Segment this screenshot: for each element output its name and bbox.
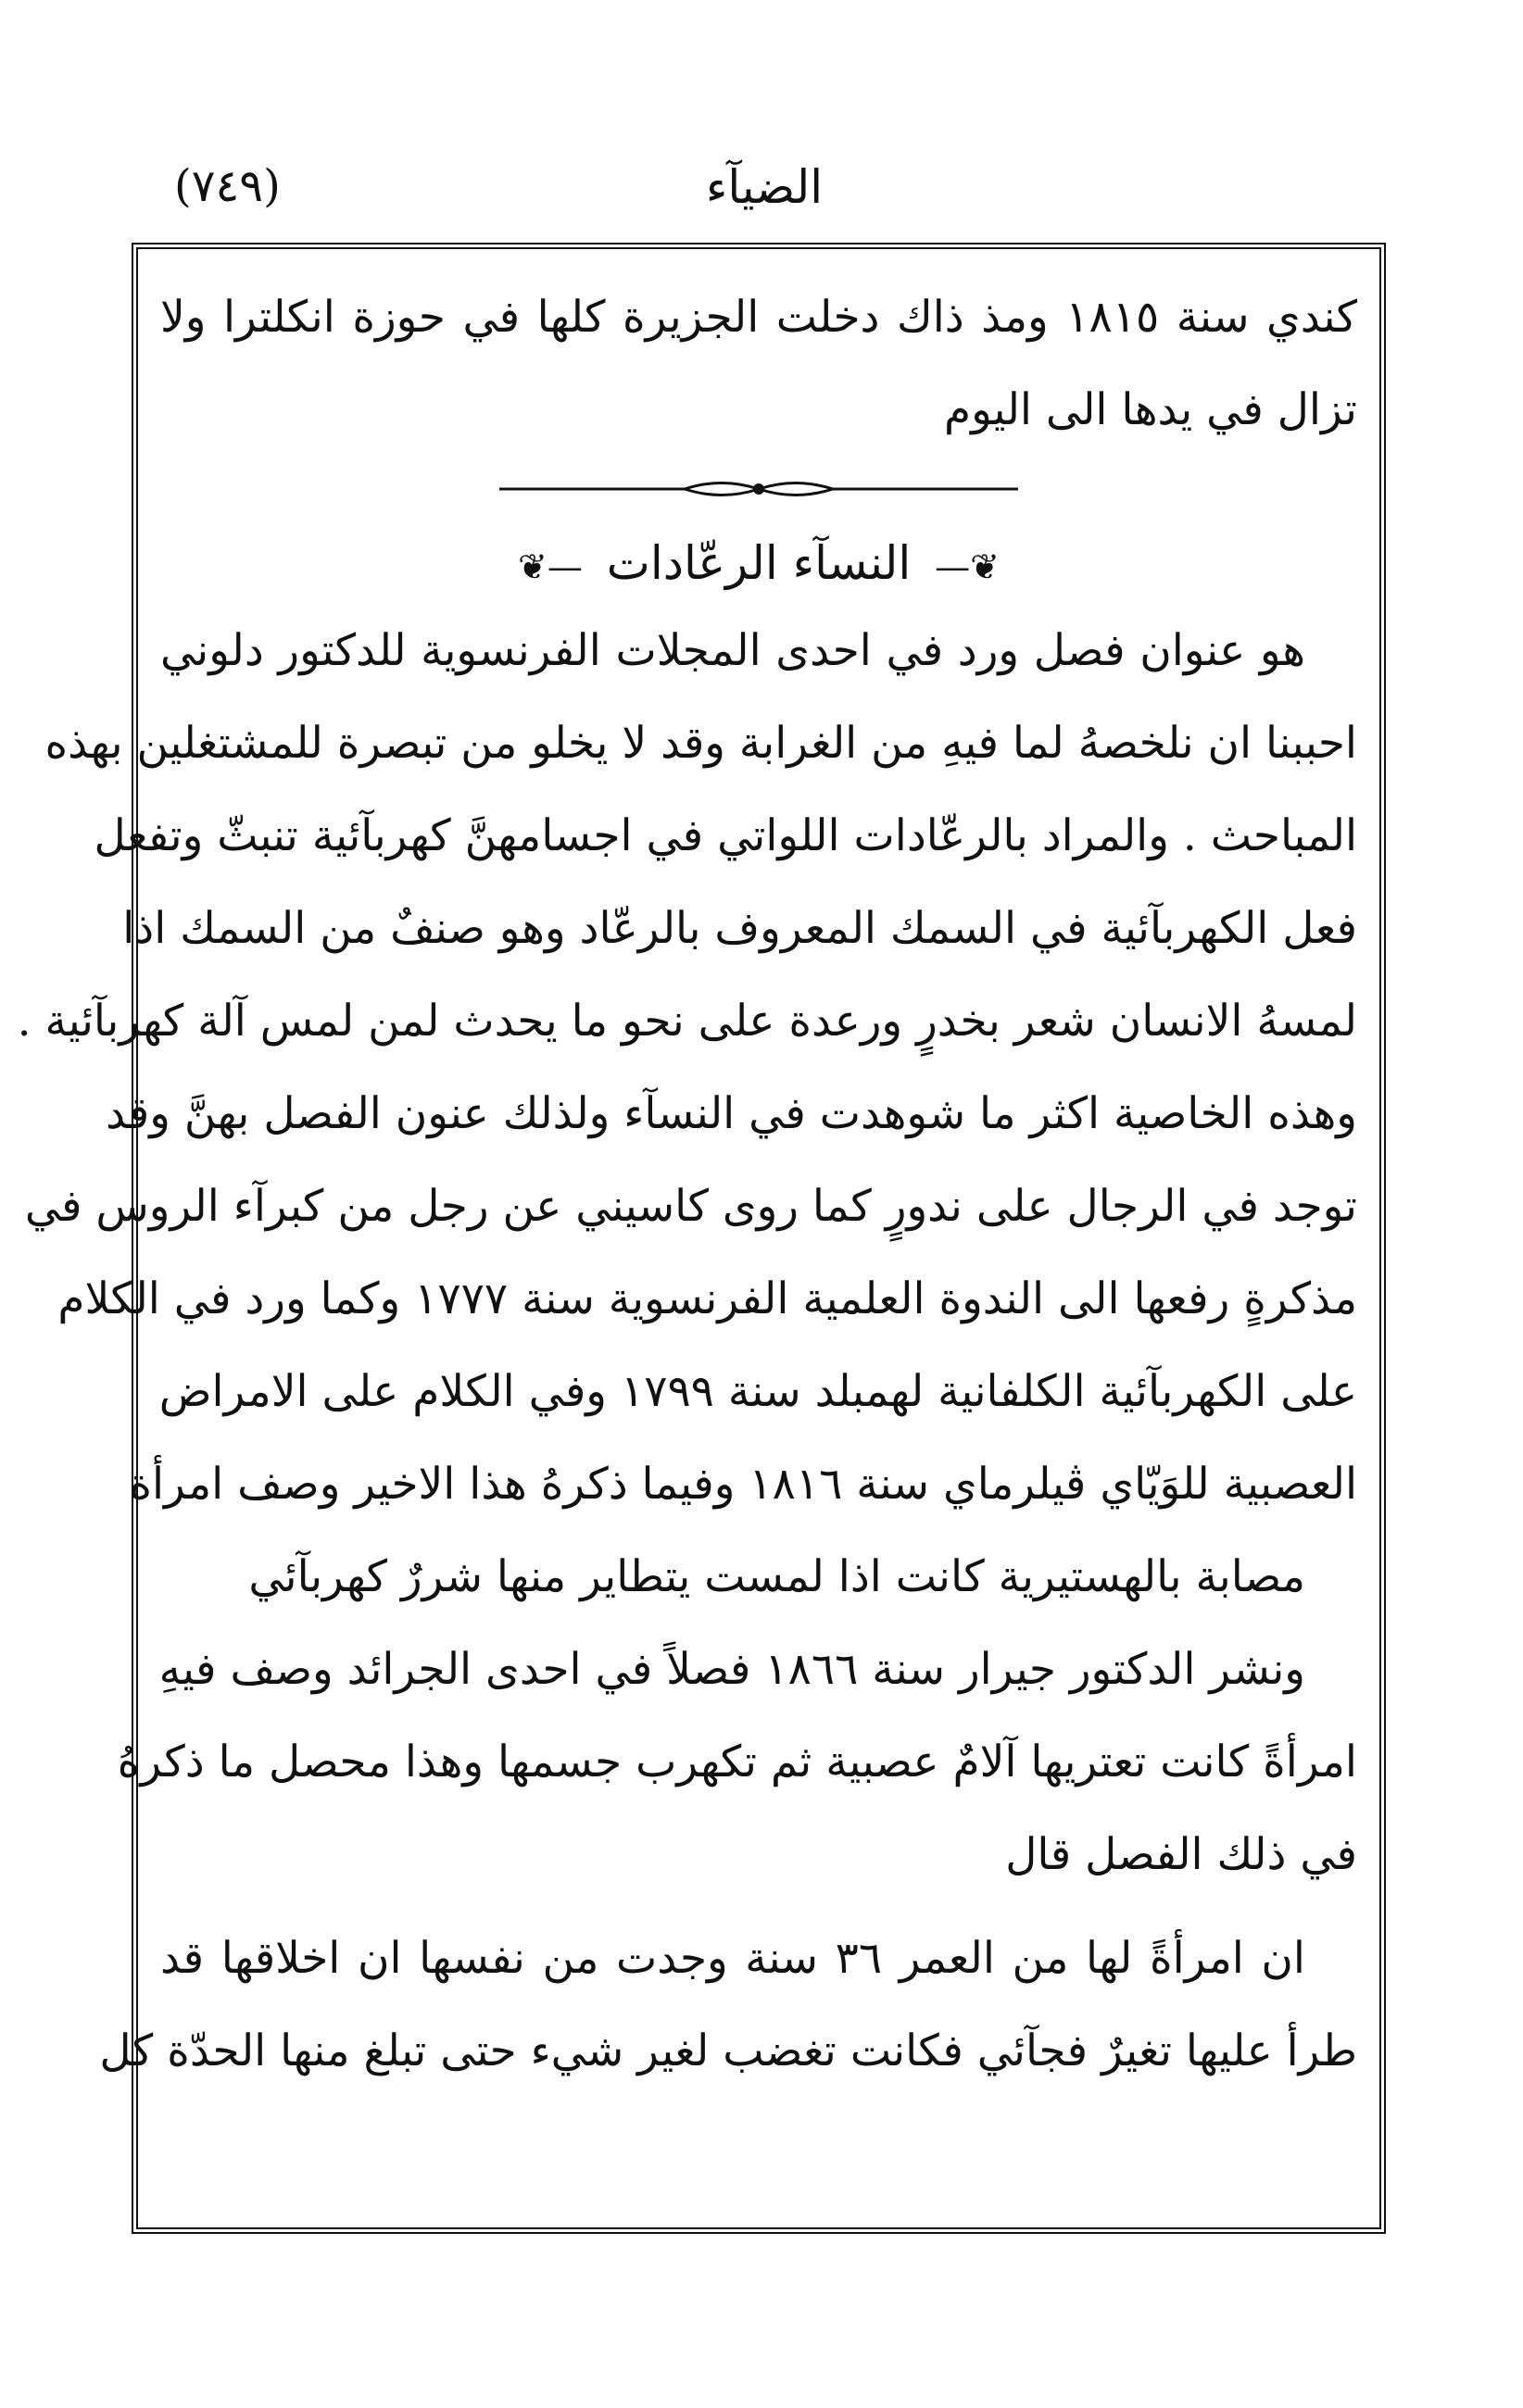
- ornament-divider-icon: [499, 475, 1018, 503]
- text-line: العصبية للوَيّاي ڤيلرماي سنة ١٨١٦ وفيما ذكرهُ هذا الاخير وصف امرأة: [129, 1459, 1357, 1510]
- text-line: المباحث . والمراد بالرعّادات اللواتي في اجسامهنَّ كهربآئية تنبثّ وتفعل: [94, 810, 1357, 861]
- text-line: كندي سنة ١٨١٥ ومذ ذاك دخلت الجزيرة كلها في حوزة انكلترا ولا: [160, 292, 1357, 343]
- section-heading: [160, 521, 1357, 605]
- paragraph: [117, 1624, 1357, 1901]
- text-line: هو عنوان فصل ورد في احدى المجلات الفرنسوية للدكتور دلوني: [160, 625, 1305, 676]
- paragraph-gap: [160, 1901, 1357, 1913]
- text-line: امرأةً كانت تعتريها آلامٌ عصبية ثم تكهرب جسمها وهذا محصل ما ذكرهُ: [117, 1737, 1357, 1787]
- page-header: [139, 153, 1390, 236]
- section-title: النسآء الرعّادات: [606, 536, 912, 590]
- text-line: وهذه الخاصية اكثر ما شوهدت في النسآء ولذلك عنون الفصل بهنَّ وقد: [106, 1088, 1357, 1139]
- text-line: ونشر الدكتور جيرار سنة ١٨٦٦ فصلاً في احدى الجرائد وصف فيهِ: [158, 1644, 1305, 1695]
- text-line: توجد في الرجال على ندورٍ كما روى كاسيني عن رجل من كبرآء الروس في: [24, 1181, 1357, 1232]
- paragraph: [17, 605, 1357, 1624]
- text-line: لمسهُ الانسان شعر بخدرٍ ورعدة على نحو ما يحدث لمن لمس آلة كهربآئية .: [17, 996, 1357, 1047]
- journal-title: الضيآء: [705, 160, 824, 214]
- page-body: [17, 271, 1357, 2205]
- page-frame: [17, 243, 1386, 2234]
- text-line: على الكهربآئية الكلفانية لهمبلد سنة ١٧٩٩ وفي الكلام على الامراض: [158, 1366, 1357, 1417]
- text-line: مذكرةٍ رفعها الى الندوة العلمية الفرنسوية سنة ١٧٧٧ وكما ورد في الكلام: [57, 1273, 1357, 1324]
- page-number: (٧٤٩): [174, 160, 281, 212]
- paragraph: [99, 1913, 1357, 2098]
- heading-ornament-left: —❦: [518, 546, 583, 587]
- text-line: طرأ عليها تغيرٌ فجآئي فكانت تغضب لغير شيء حتى تبلغ منها الحدّة كل: [99, 2025, 1357, 2076]
- text-line: احببنا ان نلخصهُ لما فيهِ من الغرابة وقد لا يخلو من تبصرة للمشتغلين بهذه: [44, 718, 1357, 769]
- text-line: مصابة بالهستيرية كانت اذا لمست يتطاير منها شررٌ كهربآئي: [248, 1551, 1305, 1602]
- heading-ornament-right: ❦—: [935, 546, 1000, 587]
- divider-ornament: [160, 457, 1357, 521]
- text-line: ان امرأةً لها من العمر ٣٦ سنة وجدت من نفسها ان اخلاقها قد: [160, 1933, 1305, 1984]
- text-line: فعل الكهربآئية في السمك المعروف بالرعّاد وهو صنفٌ من السمك اذا: [122, 903, 1357, 954]
- text-line: تزال في يدها الى اليوم: [944, 384, 1357, 435]
- text-line: في ذلك الفصل قال: [1005, 1829, 1357, 1880]
